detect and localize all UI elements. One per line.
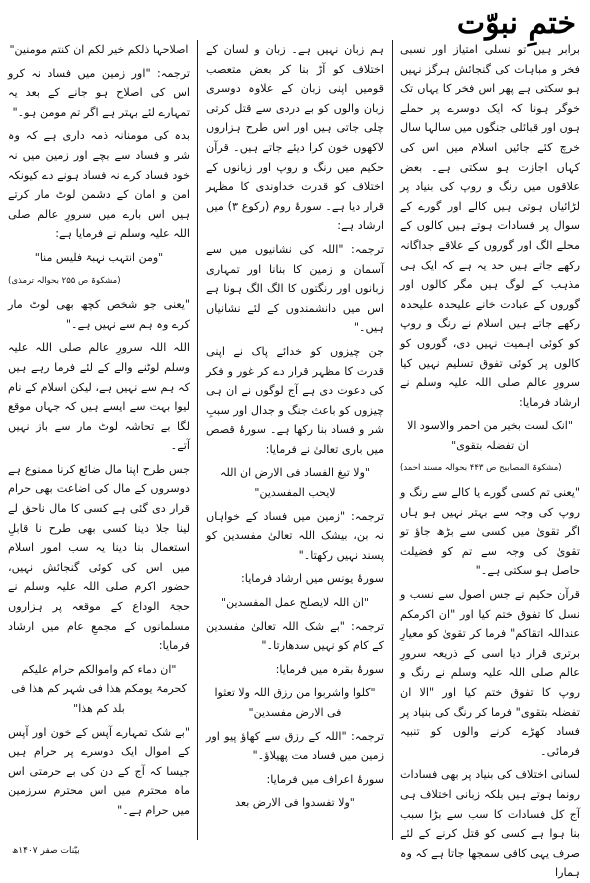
paragraph: جس طرح اپنا مال ضائع کرنا ممنوع ہے دوسروں کے مال کی اضاعت بھی حرام قرار دی گئی ہے کسی کا مال ناحق لے لینا جلا دینا کسی بھی طرح نا قابلِ استعمال بنا دینا یہ سب امور اسلام میں اس کی کوئی گنجائش نہیں، حضور اکرم صلی اللہ علیہ وسلم نے حجۃ الوداع کے موقعہ پر ہزاروں مسلمانوں کے مجمعِ عام میں ارشاد فرمایا:	[8, 462, 190, 653]
paragraph: ترجمہ: "بے شک اللہ تعالیٰ مفسدین کے کام کو نہیں سدھارتا۔"	[206, 619, 384, 653]
paragraph: ترجمہ: "اللہ کے رزق سے کھاؤ پیو اور زمین میں فساد مت پھیلاؤ۔"	[206, 729, 384, 763]
citation: (مشکوۃ المصابیح ص ۴۴۳ بحوالہ مسند احمد)	[400, 463, 562, 474]
column-divider	[197, 40, 198, 840]
quran-arabic: "ان اللہ لایصلح عمل المفسدین"	[221, 596, 369, 610]
paragraph: "یعنی جو شخص کچھ بھی لوٹ مار کرے وہ ہم سے نہیں ہے۔"	[8, 298, 190, 331]
quran-arabic: اصلاحہا ذلکم خیر لکم ان کنتم مومنین"	[9, 43, 189, 56]
text-column-right	[400, 40, 580, 880]
page-footer-ref: بیّنات صفر ۱۴۰۷ھ	[12, 846, 80, 856]
paragraph: "یعنی تم کسی گورے یا کالے سے رنگ و روپ کی وجہ سے بہتر نہیں ہو ہاں اگر تقویٰ میں کسی سے بڑھ جاؤ تو تقویٰ کی وجہ سے تم کو فضیلت حاصل ہو سکتی ہے۔"	[400, 486, 580, 578]
paragraph: اللہ اللہ سرورِ عالم صلی اللہ علیہ وسلم لوٹنے والے کے لئے فرما رہے ہیں کہ ہم سے نہیں ہے، لیکن اسلام کے نام لیوا بہت سے ایسے ہیں کہ جہاں موقع لگا بے تحاشہ لوٹ مار سے باز نہیں آتے۔	[8, 341, 190, 453]
column-divider	[392, 40, 393, 840]
paragraph: سورۂ بقرہ میں فرمایا:	[275, 662, 384, 676]
citation: (مشکوۃ ص ۲۵۵ بحوالہ ترمذی)	[8, 275, 121, 286]
paragraph: لسانی اختلاف کی بنیاد پر بھی فسادات رونما ہوتے ہیں بلکہ زبانی اختلاف ہی آج کل فسادات کا سب سے بڑا سبب بنا ہوا ہے کسی کو قتل کرنے کے لئے صرف یہی کافی سمجھا جاتا ہے کہ وہ ہمارا	[400, 768, 580, 880]
paragraph: ترجمہ: "زمین میں فساد کے خواہاں نہ بن، بیشک اللہ تعالیٰ مفسدین کو پسند نہیں رکھتا۔"	[206, 509, 384, 562]
paragraph: جن چیزوں کو خدائے پاک نے اپنی قدرت کا مظہر قرار دے کر غور و فکر کی دعوت دی ہے آج لوگوں نے ان ہی چیزوں کو باعث جنگ و جدال اور سببِ شر و فساد بنا رکھا ہے۔ سورۂ قصص میں باری تعالیٰ نے فرمایا:	[206, 344, 384, 456]
paragraph: قرآن حکیم نے جس اصول سے نسب و نسل کا تفوق ختم کیا اور "ان اکرمکم عنداللہ اتقاکم" فرما کر تقویٰ کو معیارِ برتری قرار دیا اسی کے ذریعہ سرورِ عالم صلی اللہ علیہ وسلم نے رنگ و روپ کا تفوق ختم کیا اور "الا ان تفضلہ بتقوی" فرما کر رنگ کی بنیاد پر فساد کھڑے کرنے والوں کو تنبیہ فرمائی۔	[400, 588, 580, 758]
text-column-left	[8, 40, 190, 840]
hadith-arabic: "انک لست بخیر من احمر والاسود الا ان تفضلہ بتقوی"	[407, 419, 573, 452]
paragraph: ترجمہ: "اور زمین میں فساد نہ کرو اس کی اصلاح ہو جانے کے بعد یہ تمہارے لئے بہتر ہے اگر تم مومن ہو۔"	[8, 66, 190, 119]
quran-arabic: "ولا تبغ الفساد فی الارض ان اللہ لایحب المفسدین"	[220, 466, 370, 500]
paragraph: سورۂ یونس میں ارشاد فرمایا:	[241, 572, 384, 586]
paragraph: برابر ہیں تو نسلی امتیاز اور نسبی فخر و مباہات کی گنجائش ہرگز نہیں ہو سکتی ہے پھر اس فخر کا یہاں تک خوگر ہونا کہ ایک دوسرے پر حملے ہوں اور قبائلی جنگوں میں سالہا سال خرچ کئے جائیں اسلام میں اس کی کہاں اجازت ہو سکتی ہے۔ بعض علاقوں میں رنگ و روپ کی بنیاد پر لڑائیاں ہوتی ہیں کالے اور گورے کے سوال پر فسادات ہوتے ہیں کالوں کے محلے الگ اور گوروں کے علاقے جداگانہ رکھے جاتے ہیں حد یہ ہے کہ ایک ہی مذہب کے لوگ ہیں مگر کالوں اور گوروں کے عبادت خانے علیحدہ علیحدہ رکھے جاتے ہیں اسلام نے رنگ و روپ کو کوئی اہمیت نہیں دی، گوروں کو کالوں پر کوئی تفوق تسلیم نہیں کیا سرورِ عالم صلی اللہ علیہ وسلم نے ارشاد فرمایا:	[400, 43, 580, 409]
paragraph: ہم زبان نہیں ہے۔ زبان و لسان کے اختلاف کو آڑ بنا کر بعض متعصب قومیں اپنی زبان کے علاوہ دوسری زبان والوں کو بے دردی سے قتل کرتی چلی جاتی ہیں اور اس طرح ہزاروں لاکھوں خون کرا دیئے جاتے ہیں۔ قرآن حکیم میں رنگ و روپ اور زبانوں کے اختلاف کو قدرت خداوندی کا مظہر قرار دیا ہے۔ سورۂ روم (رکوع ۳) میں ارشاد ہے:	[206, 43, 384, 233]
paragraph: بدہ کی مومنانہ ذمہ داری ہے کہ وہ شر و فساد سے بچے اور زمین میں نہ خود فساد کرے نہ فساد ہونے دے کیونکہ امن و امان کے دشمن لوٹ مار کرتے ہیں اس بارے میں سرورِ عالم صلی اللہ علیہ وسلم نے فرمایا ہے:	[8, 129, 190, 241]
quran-arabic: "ولا تفسدوا فی الارض بعد	[235, 796, 355, 810]
magazine-title-logo: ختمِ نبوّت	[456, 6, 576, 41]
paragraph: سورۂ اعراف میں فرمایا:	[266, 772, 384, 786]
text-column-middle	[206, 40, 384, 840]
paragraph: "بے شک تمہارے آپس کے خون اور آپس کے اموال ایک دوسرے پر حرام ہیں جیسا کہ آج کے دن کی بے حرمتی اس ماہ محترم میں اس محترم سرزمین میں حرام ہے۔"	[8, 725, 190, 817]
hadith-arabic: "ان دماء کم واموالکم حرام علیکم کحرمۃ یومکم ھذا فی شہر کم ھذا فی بلد کم ھذا"	[11, 662, 187, 715]
hadith-arabic: "ومن انتہب نہبۃ فلیس منا"	[34, 250, 164, 264]
paragraph: ترجمہ: "اللہ کی نشانیوں میں سے آسمان و زمین کا بنانا اور تمہاری زبانوں اور رنگتوں کا الگ الگ ہونا ہے اس میں دانشمندوں کے لئے نشانیاں ہیں۔"	[206, 242, 384, 335]
quran-arabic: "کلوا واشربوا من رزق اللہ ولا تعثوا فی الارض مفسدین"	[214, 686, 376, 719]
